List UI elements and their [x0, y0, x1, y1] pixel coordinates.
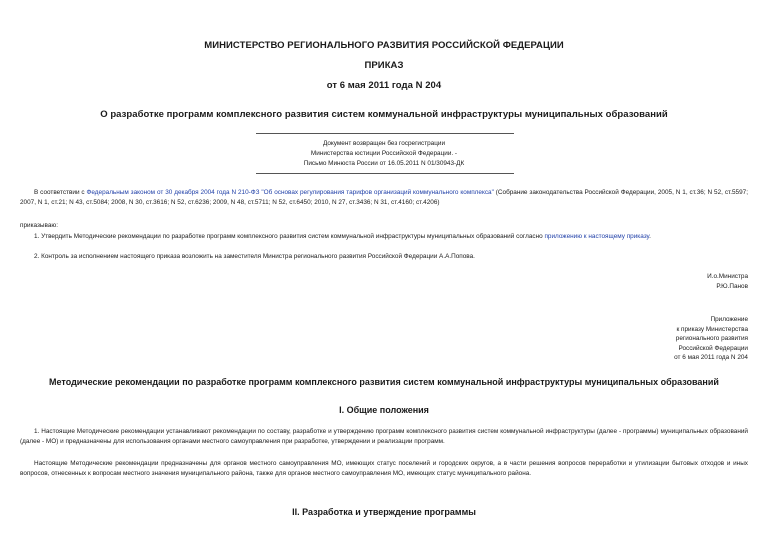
appendix-line-2: к приказу Министерства	[676, 325, 748, 333]
appendix-line-3: регионального развития	[675, 335, 748, 342]
federal-law-link[interactable]: Федеральным законом от 30 декабря 2004 года N 210-ФЗ "Об основах регулирования тарифов организаций коммунального комплекса"	[86, 189, 494, 196]
order-title: О разработке программ комплексного развития систем коммунальной инфраструктуры муниципальных образований	[100, 109, 668, 120]
signature-name: Р.Ю.Панов	[716, 282, 748, 290]
note-bottom-line	[256, 173, 514, 174]
preamble-text-after: (Собрание законодательства Российской Федерации, 2005, N 1, ст.36; N 52, ст.5597; 2007, N 1, ст.21; N 43, ст.5084; 2008, N 30, ст.3616; N 52, ст.6236; 2009, N 48, ст.5711; N 52, ст.6450; 2010, N 27, ст.3436; N 31, ст.4160; ст.4206)	[20, 189, 748, 206]
methodical-paragraph-1: 1. Настоящие Методические рекомендации устанавливают рекомендации по составу, разработке и утверждению программ комплексного развития систем коммунальной инфраструктуры (далее - программы) муниципальных образований (далее - МО) и предназначены для использования органами местного самоуправления при разработке, утверждении и реализации программ.	[20, 428, 748, 445]
order-item-1-end: .	[649, 233, 651, 240]
orders-word: приказываю:	[20, 222, 58, 229]
preamble-paragraph	[20, 188, 748, 208]
appendix-line-1: Приложение	[710, 316, 748, 323]
order-item-2: 2. Контроль за исполнением настоящего приказа возложить на заместителя Министра регионального развития Российской Федерации А.А.Попова.	[34, 253, 475, 260]
note-line-2: Министерства юстиции Российской Федерации. -	[310, 150, 458, 157]
signature-position: И.о.Министра	[707, 273, 748, 280]
section-2-heading: II. Разработка и утверждение программы	[292, 507, 476, 517]
date-number: от 6 мая 2011 года N 204	[326, 80, 442, 91]
doc-type-heading: ПРИКАЗ	[364, 60, 404, 71]
appendix-line-5: от 6 мая 2011 года N 204	[674, 354, 748, 361]
ministry-heading: МИНИСТЕРСТВО РЕГИОНАЛЬНОГО РАЗВИТИЯ РОССИЙСКОЙ ФЕДЕРАЦИИ	[204, 40, 564, 51]
section-1-heading: I. Общие положения	[339, 405, 429, 415]
preamble-text-before: В соответствии с	[34, 189, 87, 196]
appendix-block	[674, 315, 748, 363]
signature-block	[707, 272, 748, 291]
methodical-paragraph-2: Настоящие Методические рекомендации предназначены для органов местного самоуправления МО, имеющих статус поселений и городских округов, а в части решения вопросов переработки и утилизации бытовых отходов и иных вопросов, отнесенных к вопросам местного значения муниципального района, также для органов местного самоуправления МО, имеющих статус муниципального района.	[20, 460, 748, 477]
appendix-link[interactable]: приложению к настоящему приказу	[544, 233, 650, 240]
note-line-1: Документ возвращен без госрегистрации	[322, 140, 446, 147]
methodical-title: Методические рекомендации по разработке программ комплексного развития систем коммунальной инфраструктуры муниципальных образований	[49, 377, 719, 387]
note-top-line	[256, 133, 514, 134]
note-line-3: Письмо Минюста России от 16.05.2011 N 01/30943-ДК	[303, 160, 465, 167]
appendix-line-4: Российской Федерации	[678, 344, 748, 352]
order-item-1-text: 1. Утвердить Методические рекомендации по разработке программ комплексного развития систем коммунальной инфраструктуры муниципальных образований согласно	[34, 233, 545, 240]
order-item-1	[20, 232, 748, 242]
